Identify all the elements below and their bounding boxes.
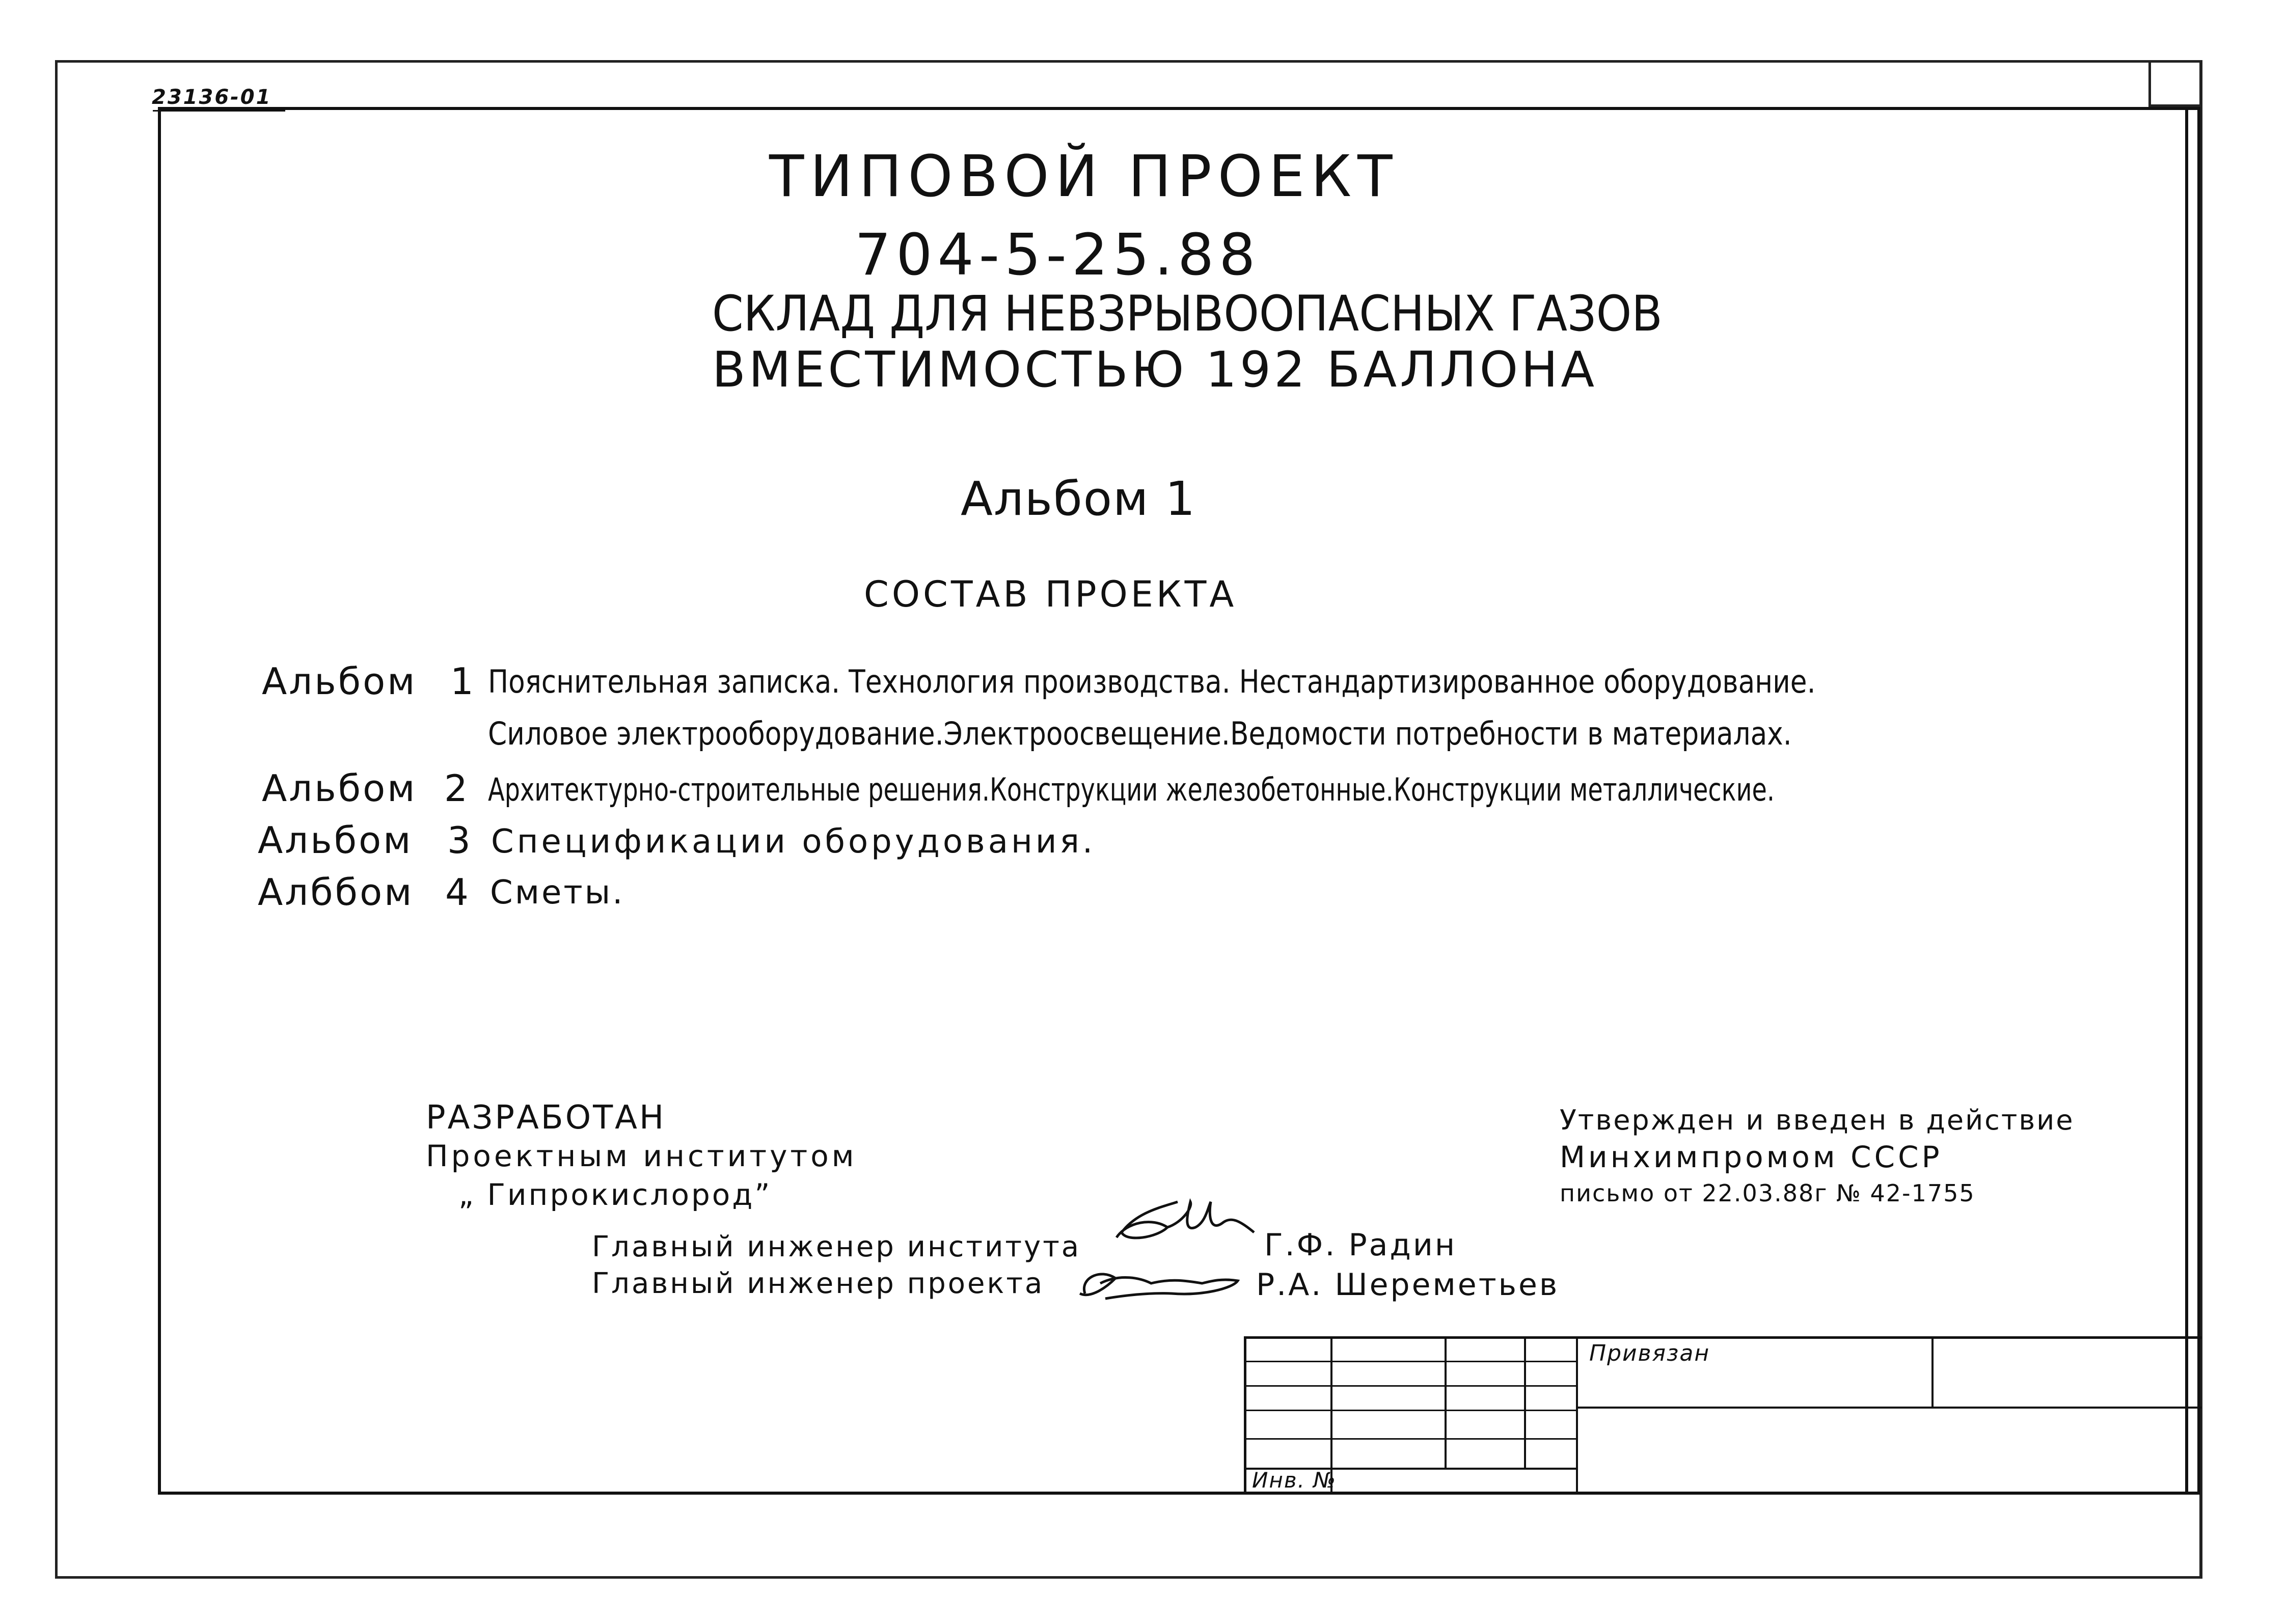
developed-line-1: РАЗРАБОТАН [426, 1099, 666, 1137]
stamp-hline-2 [1244, 1385, 1576, 1387]
title-line-1: ТИПОВОЙ ПРОЕКТ [769, 144, 1399, 210]
album-label-4: Алббом [258, 871, 414, 914]
album-text-1b: Силовое электрооборудование.Электроосвещение.Ведомости потребности в материалах. [488, 715, 1792, 752]
stamp-hline-3 [1244, 1410, 1576, 1411]
signature-role-1: Главный инженер института [592, 1230, 1081, 1263]
contents-heading: СОСТАВ ПРОЕКТА [864, 573, 1237, 615]
album-num-4: 4 [445, 871, 471, 914]
archive-number: 23136-01 [152, 86, 272, 109]
corner-cell [2148, 60, 2202, 107]
developed-line-2: Проектным институтом [426, 1139, 857, 1173]
album-label-1: Альбом [262, 660, 417, 703]
album-text-4: Сметы. [490, 874, 625, 912]
album-num-3: 3 [447, 819, 473, 862]
title-line-3: СКЛАД ДЛЯ НЕВЗРЫВООПАСНЫХ ГАЗОВ [712, 285, 1663, 342]
stamp-hline-right [1576, 1407, 2201, 1409]
album-num-2: 2 [444, 767, 470, 810]
signature-role-2: Главный инженер проекта [592, 1267, 1045, 1300]
album-text-1: Пояснительная записка. Технология производства. Нестандартизированное оборудование. [488, 663, 1816, 700]
album-text-3: Спецификации оборудования. [491, 823, 1096, 861]
signature-radin [1106, 1192, 1259, 1258]
stamp-bound-label: Привязан [1589, 1340, 1710, 1366]
stamp-vline-5 [1931, 1336, 1934, 1408]
title-line-4: ВМЕСТИМОСТЬЮ 192 БАЛЛОНА [712, 341, 1597, 398]
stamp-hline-1 [1244, 1361, 1576, 1362]
approved-line-1: Утвержден и введен в действие [1560, 1104, 2075, 1136]
stamp-block [1244, 1336, 2201, 1495]
title-line-2: 704-5-25.88 [855, 222, 1261, 288]
archive-number-underline [153, 110, 285, 112]
signature-name-2: Р.А. Шереметьев [1256, 1267, 1560, 1303]
stamp-vline-3 [1524, 1336, 1526, 1469]
signature-name-1: Г.Ф. Радин [1264, 1227, 1457, 1263]
signature-sheremetyev [1070, 1258, 1253, 1309]
album-heading: Альбом 1 [961, 472, 1196, 526]
album-num-1: 1 [450, 660, 476, 703]
stamp-vline-4 [1576, 1336, 1578, 1495]
album-text-2: Архитектурно-строительные решения.Конструкции железобетонные.Конструкции металлические. [488, 771, 1775, 808]
developed-line-3: „ Гипрокислород” [458, 1177, 772, 1212]
frame-right-inner [2185, 107, 2188, 1495]
approved-line-2: Минхимпромом СССР [1560, 1140, 1943, 1174]
album-label-2: Альбом [262, 767, 417, 810]
stamp-hline-4 [1244, 1438, 1576, 1440]
approved-line-3: письмо от 22.03.88г № 42-1755 [1560, 1179, 1975, 1207]
stamp-inventory-label: Инв. № [1252, 1468, 1337, 1493]
album-label-3: Альбом [258, 819, 413, 862]
stamp-vline-2 [1445, 1336, 1447, 1469]
